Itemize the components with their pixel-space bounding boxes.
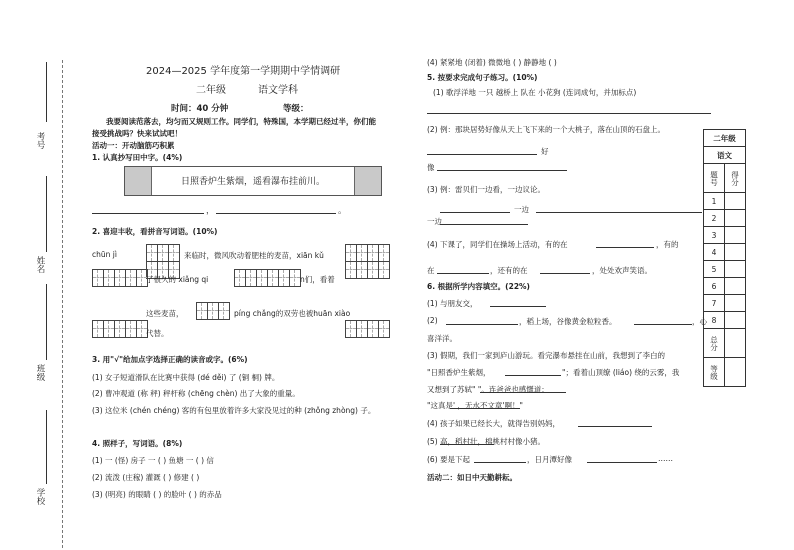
label-xuexiao: 学校	[35, 488, 45, 505]
section-1-heading: 活动一：开动脑筋巧积累	[92, 141, 175, 150]
score-row-num: 4	[704, 244, 725, 261]
q5-line-4: (4) 下课了，同学们在操场上活动，有的在	[427, 240, 568, 249]
xuexiao-line	[46, 410, 47, 484]
score-cell-total[interactable]	[725, 329, 746, 358]
q1-title: 1. 认真抄写田中字。(4%)	[92, 153, 183, 162]
q5-answer-line-4c[interactable]	[540, 273, 590, 274]
q3-line-1: (1) 女子短道滑队在比赛中获得 (dé děi) 了 (铜 桐) 牌。	[92, 373, 280, 382]
q2-grid-2b[interactable]	[345, 261, 390, 279]
q6-line-3e: "这真是' ，无水不文章'啊！"	[427, 401, 523, 410]
q5-answer-line-3a[interactable]	[440, 212, 510, 213]
q2-text-1: 来临时，微风吹动着肥桂的麦苗，xiān kǔ	[184, 251, 324, 260]
q6-line-2c: ，心	[692, 317, 707, 326]
q6-answer-line-3a[interactable]	[505, 375, 561, 376]
q6-line-2b: ，稻上场，谷像黄金粒粒香。	[519, 317, 617, 326]
q6-answer-line-1[interactable]	[490, 306, 546, 307]
q2-grid-4[interactable]	[234, 269, 301, 287]
q6-answer-line-3b[interactable]	[480, 392, 566, 393]
q2-text-2: 了很久的 xiǎng qi	[146, 275, 209, 284]
q5-answer-line-4b[interactable]	[437, 273, 489, 274]
score-table-header-grade: 二年级	[704, 130, 746, 147]
label-xingming: 姓名	[35, 256, 45, 273]
q2-text-5: 代替。	[146, 329, 169, 338]
score-table-total: 总分	[704, 329, 725, 358]
kaohao-line	[46, 62, 47, 122]
score-table-level: 等级	[704, 358, 725, 387]
q3-line-2: (2) 曹冲观道 (称 秤) 秤杆称 (chēng chèn) 出了大象的重量。	[92, 389, 300, 398]
q5-end: ，处处欢声笑语。	[592, 266, 652, 275]
q1-comma: ，	[206, 206, 215, 216]
q6-line-4: (4) 孩子如果已经长大，就得告别妈妈，	[427, 419, 561, 428]
q6-answer-line-2a[interactable]	[446, 324, 518, 325]
q5-answer-line-3b[interactable]	[536, 212, 702, 213]
label-banji: 班级	[35, 364, 45, 381]
q6-line-5: (5) 高，稻村壮，棉桃村村像小猪。	[427, 437, 546, 446]
score-row-num: 5	[704, 261, 725, 278]
q2-text-4: 这些麦苗，	[146, 309, 184, 318]
time-label: 时间：40 分钟	[171, 104, 229, 114]
q6-line-3b: "日照香炉生紫烟，	[427, 368, 491, 377]
q1-answer-line-2[interactable]	[216, 213, 336, 214]
q5-answer-line-4a[interactable]	[596, 247, 654, 248]
q6-answer-line-2b[interactable]	[634, 324, 692, 325]
score-cell[interactable]	[725, 312, 746, 329]
q3-title: 3. 用"√"给加点字选择正确的读音或字。(6%)	[92, 355, 248, 364]
score-cell[interactable]	[725, 244, 746, 261]
exam-title: 2024—2025 学年度第一学期期中学情调研	[146, 66, 341, 77]
q6-line-3d: 又想到了苏轼" "。连爸爸也感慨道：	[427, 385, 549, 394]
q6-line-2: (2)	[427, 316, 438, 325]
score-cell[interactable]	[725, 278, 746, 295]
q6-line-6b: ，日月潭好像	[527, 455, 572, 464]
grade-label: 二年级	[196, 85, 226, 96]
subject-label: 语文学科	[258, 85, 298, 96]
q1-period: 。	[338, 206, 347, 216]
q2-grid-5[interactable]	[196, 302, 230, 320]
q2-pinyin-1: chūn jì	[92, 250, 117, 259]
q5-answer-line-2a[interactable]	[427, 154, 537, 155]
q6-answer-line-4[interactable]	[578, 426, 652, 427]
q6-title: 6. 根据所学内容填空。(22%)	[427, 282, 530, 291]
q4-line-3: (3) (明亮) 的眼睛 ( ) 的脸叶 ( ) 的赤品	[92, 490, 222, 499]
q4-line-2: (2) 流泼 (庄稼) 灌溉 ( ) 修建 ( )	[92, 473, 200, 482]
intro-line-1: 我要阅读范落去，均匀而又规则工作。同学们，特殊国，本学期已经过半，你们能	[106, 117, 376, 126]
score-cell[interactable]	[725, 193, 746, 210]
banji-line	[46, 284, 47, 360]
score-row-num: 7	[704, 295, 725, 312]
q6-answer-line-6b[interactable]	[587, 462, 657, 463]
q5-answer-line-3c[interactable]	[440, 224, 528, 225]
q5-title: 5. 按要求完成句子练习。(10%)	[427, 73, 538, 82]
score-table-header-subject: 语文	[704, 147, 746, 164]
q5-line-1: (1) 歌浮洋地 一只 越桥上 队在 小花狗 (连词成句，并加标点)	[433, 88, 637, 97]
score-table-col-score: 得分	[725, 164, 746, 193]
q5-line-2: (2) 例：那块居势好像从天上飞下来的一个大桃子，落在山顶的石盘上。	[427, 125, 666, 134]
label-kaohao: 考号	[35, 132, 45, 149]
score-cell[interactable]	[725, 261, 746, 278]
level-label: 等级：	[283, 104, 309, 114]
score-row-num: 2	[704, 210, 725, 227]
q6-line-6: (6) 要是下起	[427, 455, 471, 464]
q6-answer-line-5[interactable]	[440, 444, 494, 445]
q6-line-3a: (3) 假期，我们一家到庐山游玩。看完瀑布悬挂在山前，我想到了李白的	[427, 351, 666, 360]
q2-grid-6[interactable]	[92, 320, 148, 338]
score-row-num: 8	[704, 312, 725, 329]
poem-text: 日照香炉生紫烟，遥看瀑布挂前川。	[180, 177, 325, 187]
q5-answer-line-1[interactable]	[427, 113, 711, 114]
q2-grid-1[interactable]	[146, 244, 180, 262]
q6-line-6c: ……	[658, 454, 673, 463]
q6-line-2d: 喜洋洋。	[427, 334, 457, 343]
q5-answer-line-2b[interactable]	[437, 170, 567, 171]
score-row-num: 3	[704, 227, 725, 244]
q2-title: 2. 喜迎丰收，看拼音写词语。(10%)	[92, 227, 218, 236]
q5-also: ，还有的在	[490, 266, 528, 275]
binding-line	[62, 60, 63, 548]
q4-line-1: (1) 一 (怪) 房子 一 ( ) 鱼塘 一 ( ) 信	[92, 456, 214, 465]
q6-answer-line-6a[interactable]	[474, 462, 526, 463]
score-cell[interactable]	[725, 210, 746, 227]
q5-line-3: (3) 例：雷贝们一边看，一边议论。	[427, 185, 546, 194]
q5-at: 在	[427, 266, 435, 275]
q4-title: 4. 照样子，写词语。(8%)	[92, 439, 183, 448]
q3-line-3: (3) 这位米 (chén chéng) 客的有包里放着许多大家没见过的种 (zhǒng zhòng) 子。	[92, 406, 376, 415]
q2-grid-7[interactable]	[345, 320, 390, 338]
q2-pinyin-2: píng chǎng的双劳也被huān xiào	[234, 309, 351, 318]
q2-grid-3[interactable]	[92, 269, 148, 287]
score-row-num: 1	[704, 193, 725, 210]
score-cell[interactable]	[725, 295, 746, 312]
q6-line-1: (1) 与朋友交，	[427, 299, 478, 308]
q5-side-2: 一边	[427, 217, 442, 226]
q5-good: 好	[541, 147, 549, 156]
section-2-heading: 活动二：如日中天勤耕耘。	[427, 473, 517, 482]
q6-answer-line-3c[interactable]	[450, 408, 520, 409]
q1-answer-line-1[interactable]	[92, 213, 204, 214]
intro-line-2: 接受挑战吗？快来试试吧！	[92, 129, 182, 138]
q5-like: 像	[427, 163, 435, 172]
score-row-num: 6	[704, 278, 725, 295]
q2-grid-2[interactable]	[345, 244, 390, 262]
q6-line-3c: "；看着山顶缭 (liáo) 绕的云雾，我	[562, 368, 680, 377]
poem-box-right-cap	[354, 167, 381, 195]
q5-have: ，有的	[656, 240, 679, 249]
q5-side-1: 一边	[514, 205, 529, 214]
poem-box	[124, 166, 382, 196]
q4-line-4: (4) 紧紧地 (闭着) 微微地 ( ) 静静地 ( )	[427, 58, 557, 67]
score-cell[interactable]	[725, 227, 746, 244]
score-cell-level[interactable]	[725, 358, 746, 387]
score-table-col-question: 题号	[704, 164, 725, 193]
score-table	[703, 129, 746, 387]
xingming-line	[46, 176, 47, 252]
poem-box-left-cap	[125, 167, 152, 195]
q2-text-3: n们，看着	[300, 275, 335, 284]
